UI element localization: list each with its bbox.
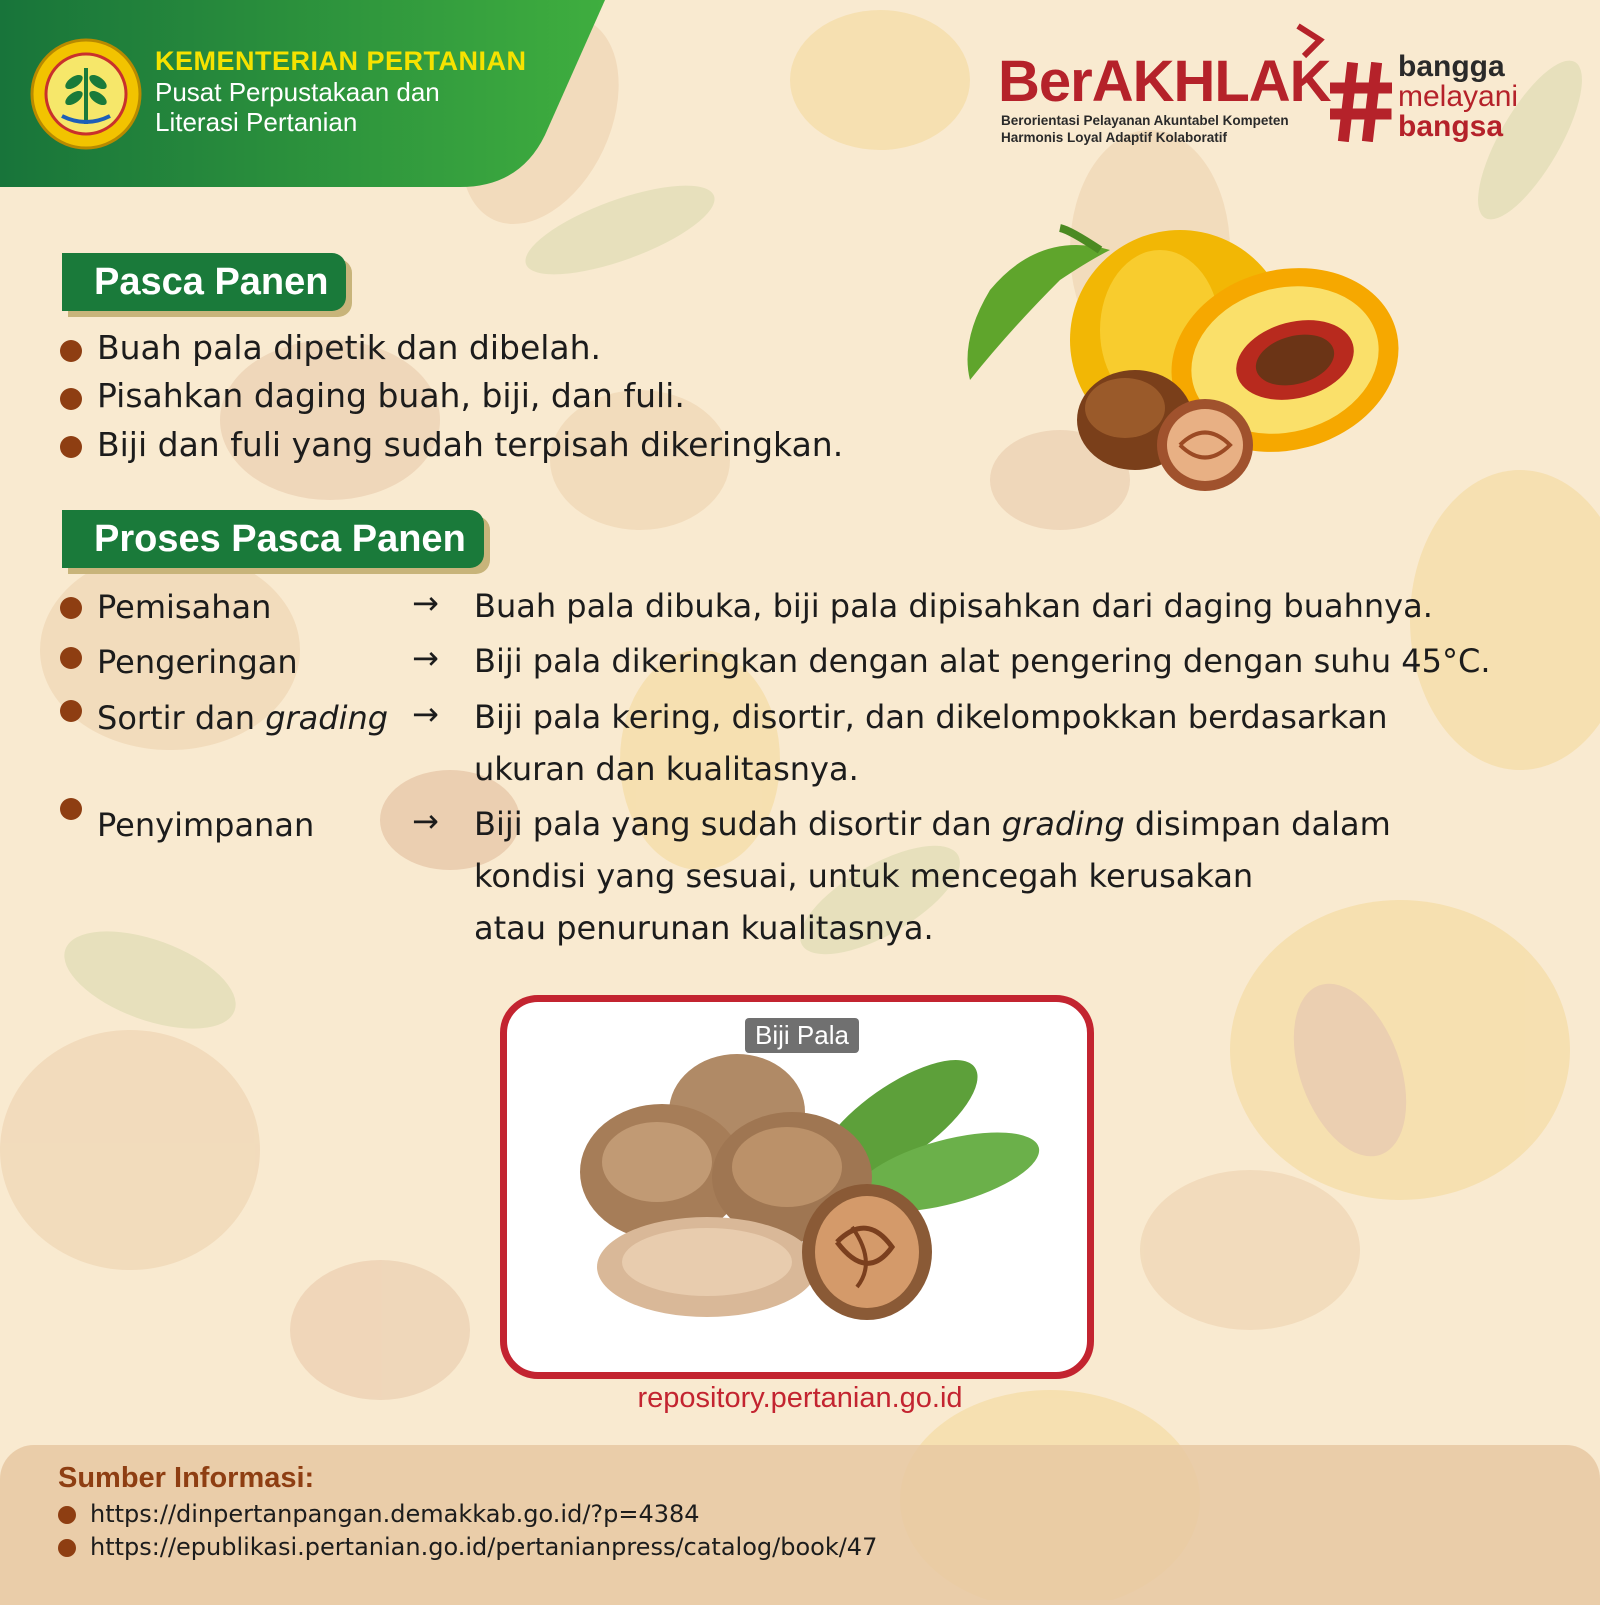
list-item: Pisahkan daging buah, biji, dan fuli. (97, 376, 685, 415)
step-term-penyimpanan: Penyimpanan (97, 806, 315, 844)
ministry-name: KEMENTERIAN PERTANIAN (155, 46, 527, 76)
desc-line: Biji pala dikeringkan dengan alat pengering dengan suhu 45°C. (474, 642, 1491, 680)
section-title-proses-pasca-panen: Proses Pasca Panen (62, 510, 484, 568)
ministry-logo (30, 38, 142, 150)
bullet-icon (60, 436, 82, 458)
bangga-melayani-bangsa-tagline (1398, 52, 1518, 142)
step-term-sortir-grading (97, 699, 388, 737)
arrow-right-icon: → (412, 802, 439, 840)
list-item: Buah pala dipetik dan dibelah. (97, 328, 602, 367)
step-desc-penyimpanan (474, 798, 1391, 954)
nutmeg-seeds-photo (507, 1002, 1087, 1372)
term-italic: grading (265, 699, 389, 737)
bullet-icon (60, 647, 82, 669)
desc-line: ukuran dan kualitasnya. (474, 750, 859, 788)
bullet-icon (60, 798, 82, 820)
desc-line: Buah pala dibuka, biji pala dipisahkan dari daging buahnya. (474, 587, 1433, 625)
nutmeg-photo-card (500, 995, 1094, 1379)
arrow-right-icon: → (412, 639, 439, 677)
tagline-word-3: bangsa (1398, 110, 1504, 143)
tagline-word-2: melayani (1398, 80, 1519, 113)
desc-line: atau penurunan kualitasnya. (474, 909, 934, 947)
desc-text: disimpan dalam (1124, 805, 1391, 843)
term-text: Sortir dan (97, 699, 266, 737)
bullet-icon (60, 388, 82, 410)
bullet-icon (58, 1539, 76, 1557)
step-desc-pengeringan (474, 635, 1491, 687)
photo-label: Biji Pala (745, 1018, 859, 1053)
bullet-icon (60, 597, 82, 619)
source-link[interactable]: https://epublikasi.pertanian.go.id/pertanianpress/catalog/book/47 (90, 1533, 878, 1561)
repository-url: repository.pertanian.go.id (637, 1382, 963, 1414)
bullet-icon (60, 340, 82, 362)
step-term-pemisahan: Pemisahan (97, 588, 272, 626)
unit-name-line-2: Literasi Pertanian (155, 107, 358, 137)
arrow-right-icon: → (412, 695, 439, 733)
hashtag-icon (1330, 62, 1392, 142)
step-desc-pemisahan (474, 580, 1433, 632)
desc-text: Biji pala yang sudah disortir dan (474, 805, 1002, 843)
chevron-right-icon (1290, 22, 1330, 62)
section-title-pasca-panen: Pasca Panen (62, 253, 346, 311)
desc-line: Biji pala kering, disortir, dan dikelompokkan berdasarkan (474, 698, 1388, 736)
list-item: Biji dan fuli yang sudah terpisah dikeringkan. (97, 425, 844, 464)
berakhlak-logo: BerAKHLAK (998, 49, 1331, 114)
desc-line: kondisi yang sesuai, untuk mencegah kerusakan (474, 857, 1254, 895)
source-link[interactable]: https://dinpertanpangan.demakkab.go.id/?p=4384 (90, 1500, 700, 1528)
bullet-icon (58, 1506, 76, 1524)
berakhlak-values (1001, 112, 1289, 146)
tagline-word-1: bangga (1398, 50, 1505, 83)
organization-name (155, 46, 527, 137)
desc-line (474, 798, 1391, 850)
bullet-icon (60, 700, 82, 722)
desc-italic: grading (1001, 805, 1125, 843)
sources-title: Sumber Informasi: (58, 1462, 315, 1494)
arrow-right-icon: → (412, 584, 439, 622)
berakhlak-values-line-2: Harmonis Loyal Adaptif Kolaboratif (1001, 130, 1228, 145)
nutmeg-fruit-illustration (950, 220, 1430, 510)
step-desc-sortir-grading (474, 691, 1388, 795)
unit-name-line-1: Pusat Perpustakaan dan (155, 77, 440, 107)
step-term-pengeringan: Pengeringan (97, 643, 298, 681)
berakhlak-values-line-1: Berorientasi Pelayanan Akuntabel Kompeten (1001, 113, 1289, 128)
